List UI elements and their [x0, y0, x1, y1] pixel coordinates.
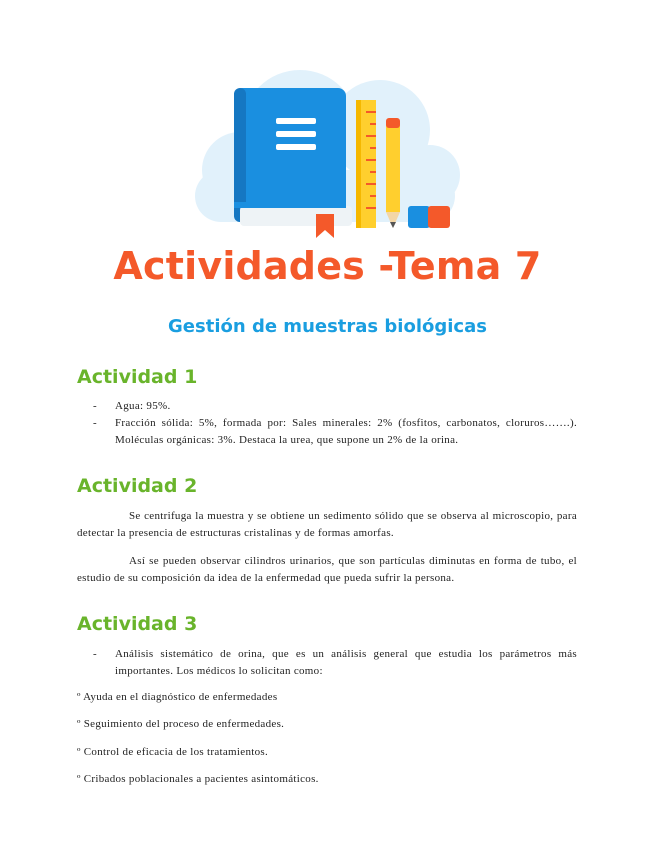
list-item-text: Agua: 95%.: [115, 400, 171, 412]
list-dash: -: [93, 648, 97, 660]
list-item: [77, 398, 577, 415]
activity1-heading: Actividad 1: [77, 366, 198, 388]
book-icon: [234, 88, 352, 226]
hero-illustration: [0, 0, 655, 250]
pencil-icon: [386, 118, 400, 228]
page-title: Actividades -Tema 7: [113, 244, 542, 288]
list-item-text: Fracción sólida: 5%, formada por: Sales minerales: 2% (fosfitos, carbonatos, cloruros…….). Moléculas orgánicas: 3%. Destaca la urea, que supone un 2% de la orina.: [115, 417, 577, 446]
ruler-icon: [356, 100, 376, 228]
activity3-list: [77, 646, 577, 680]
list-dash: -: [93, 417, 97, 429]
activity1-list: [77, 398, 577, 449]
activity3-item-2: º Seguimiento del proceso de enfermedades.: [77, 718, 285, 730]
activity2-heading: Actividad 2: [77, 475, 198, 497]
activity3-item-3: º Control de eficacia de los tratamientos.: [77, 746, 269, 758]
list-item: [77, 415, 577, 449]
page-subtitle: Gestión de muestras biológicas: [168, 316, 487, 337]
list-dash: -: [93, 400, 97, 412]
activity2-paragraph-1: Se centrifuga la muestra y se obtiene un sedimento sólido que se observa al microscopio, para detectar la presencia de estructuras cristalinas y de formas amorfas.: [77, 510, 577, 539]
list-item: [77, 646, 577, 680]
activity2-paragraph-2: Así se pueden observar cilindros urinarios, que son partículas diminutas en forma de tubo, el estudio de su composición da idea de la enfermedad que pueda sufrir la persona.: [77, 555, 577, 584]
bookmark-icon: [316, 214, 334, 238]
activity3-heading: Actividad 3: [77, 613, 198, 635]
list-item-text: Análisis sistemático de orina, que es un análisis general que estudia los parámetros más importantes. Los médicos lo solicitan como:: [115, 648, 577, 677]
eraser-icon: [408, 206, 450, 228]
activity3-item-4: º Cribados poblacionales a pacientes asintomáticos.: [77, 773, 319, 785]
activity3-item-1: º Ayuda en el diagnóstico de enfermedades: [77, 691, 278, 703]
